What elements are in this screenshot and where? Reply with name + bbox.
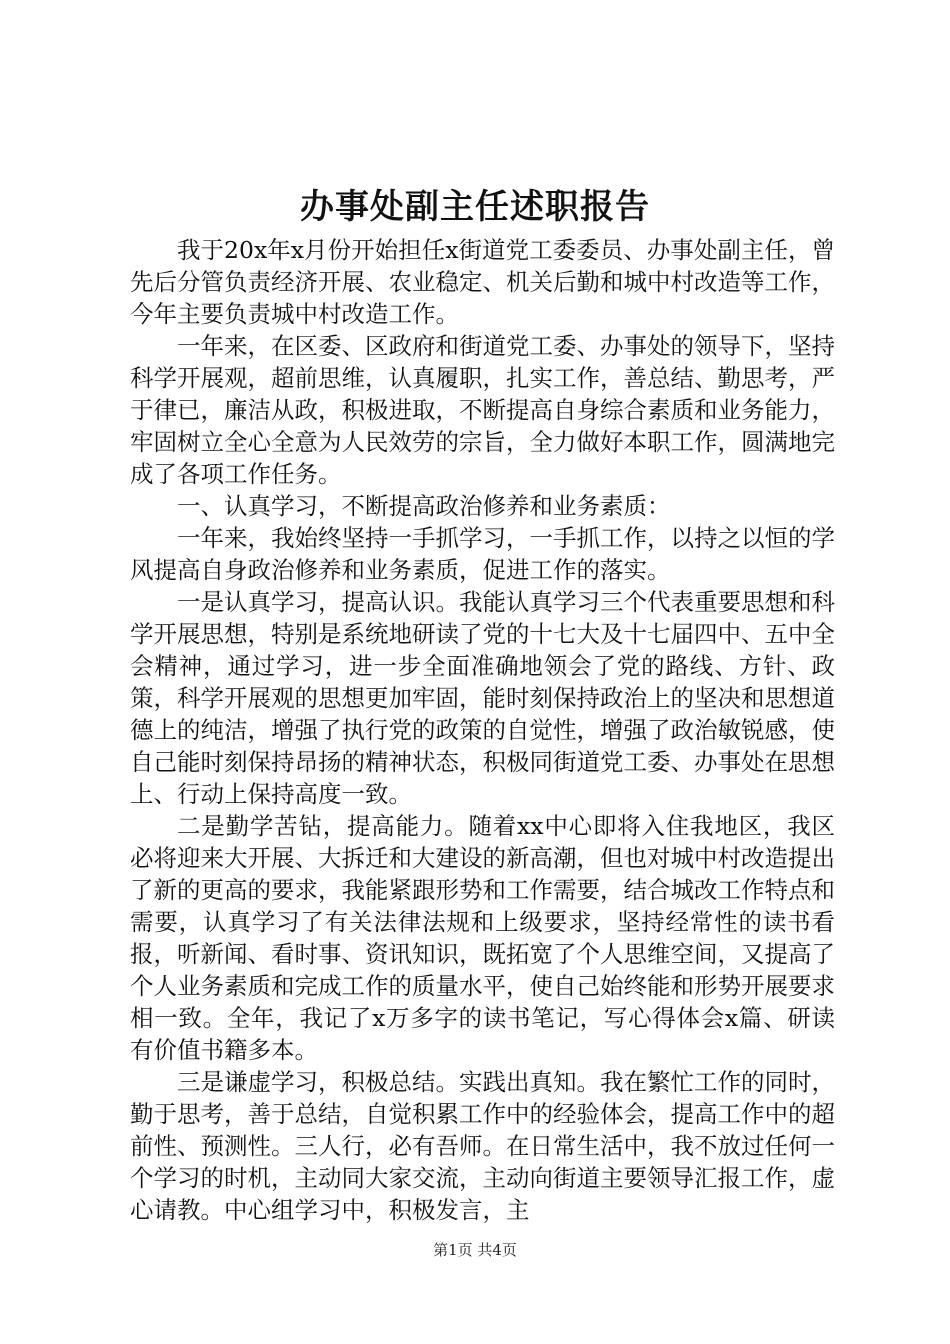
paragraph: 三是谦虚学习，积极总结。实践出真知。我在繁忙工作的同时，勤于思考，善于总结，自觉积累工作中的经验体会，提高工作中的超前性、预测性。三人行，必有吾师。在日常生活中，我不放过任何一个学习的时机，主动同大家交流，主动向街道主要领导汇报工作，虚心请教。中心组学习中，积极发言，主 bbox=[130, 1068, 835, 1224]
paragraph: 一年来，在区委、区政府和街道党工委、办事处的领导下，坚持科学开展观，超前思维，认真履职，扎实工作，善总结、勤思考，严于律已，廉洁从政，积极进取，不断提高自身综合素质和业务能力，牢固树立全心全意为人民效劳的宗旨，全力做好本职工作，圆满地完成了各项工作任务。 bbox=[130, 332, 835, 488]
paragraph: 我于20x年x月份开始担任x街道党工委委员、办事处副主任，曾先后分管负责经济开展、农业稳定、机关后勤和城中村改造等工作，今年主要负责城中村改造工作。 bbox=[130, 236, 835, 328]
paragraph: 一年来，我始终坚持一手抓学习，一手抓工作，以持之以恒的学风提高自身政治修养和业务素质，促进工作的落实。 bbox=[130, 524, 835, 584]
document-body bbox=[130, 234, 835, 1226]
page-footer: 第1页 共4页 bbox=[433, 1241, 517, 1259]
paragraph: 一是认真学习，提高认识。我能认真学习三个代表重要思想和科学开展思想，特别是系统地研读了党的十七大及十七届四中、五中全会精神，通过学习，进一步全面准确地领会了党的路线、方针、政策，科学开展观的思想更加牢固，能时刻保持政治上的坚决和思想道德上的纯洁，增强了执行党的政策的自觉性，增强了政治敏锐感，使自己能时刻保持昂扬的精神状态，积极同街道党工委、办事处在思想上、行动上保持高度一致。 bbox=[130, 588, 835, 808]
document-title: 办事处副主任述职报告 bbox=[300, 187, 650, 227]
paragraph: 二是勤学苦钻，提高能力。随着xx中心即将入住我地区，我区必将迎来大开展、大拆迁和大建设的新高潮，但也对城中村改造提出了新的更高的要求，我能紧跟形势和工作需要，结合城改工作特点和需要，认真学习了有关法律法规和上级要求，坚持经常性的读书看报，听新闻、看时事、资讯知识，既拓宽了个人思维空间，又提高了个人业务素质和完成工作的质量水平，使自己始终能和形势开展要求相一致。全年，我记了x万多字的读书笔记，写心得体会x篇、研读有价值书籍多本。 bbox=[130, 812, 835, 1064]
section-heading: 一、认真学习，不断提高政治修养和业务素质： bbox=[177, 492, 671, 520]
